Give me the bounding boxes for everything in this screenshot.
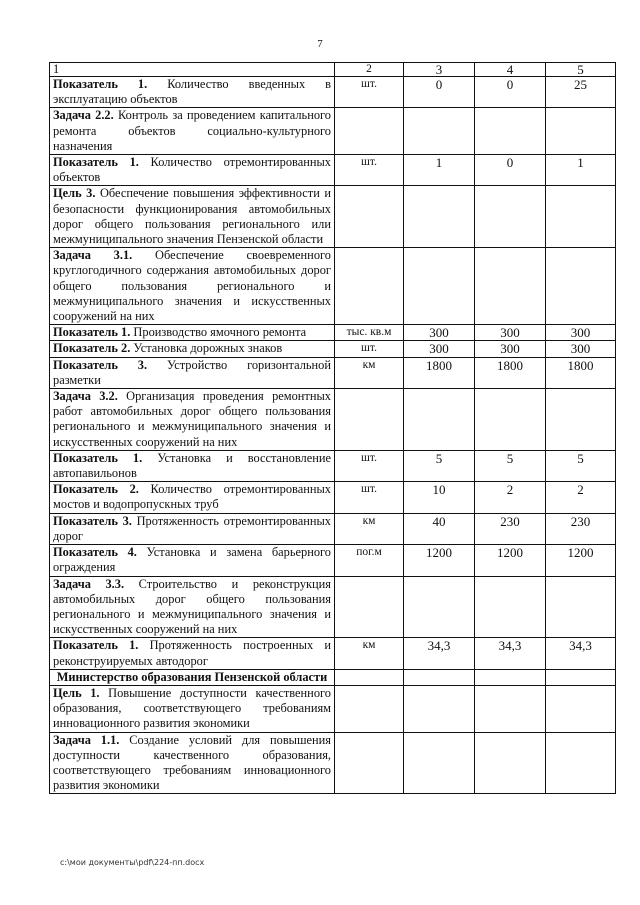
value-col-3: 0 [404, 77, 475, 108]
value-col-5 [546, 108, 616, 155]
indicator-label: Показатель 1. [53, 638, 139, 653]
value-col-4 [475, 576, 546, 638]
indicator-description [50, 638, 335, 669]
indicator-text: Установка и восстановление автопавильонов [53, 450, 331, 481]
value-col-4: 300 [475, 325, 546, 341]
value-col-4: 0 [475, 155, 546, 186]
indicator-label: Показатель 4. [53, 545, 137, 560]
indicator-label: Показатель 1. [53, 325, 131, 340]
value-col-3: 300 [404, 341, 475, 357]
value-col-4: 2 [475, 482, 546, 513]
indicator-text: Контроль за проведением капитального ремонта объектов социально-культурного назначения [53, 108, 331, 153]
table-row [50, 732, 616, 794]
indicator-description [50, 513, 335, 544]
value-col-4 [475, 732, 546, 794]
unit-cell: пог.м [335, 545, 404, 576]
unit-cell [335, 248, 404, 325]
indicator-label: Показатель 2. [53, 482, 139, 497]
unit-cell: шт. [335, 482, 404, 513]
indicator-text: Количество отремонтированных мостов и водопропускных труб [53, 482, 331, 512]
value-col-3 [404, 576, 475, 638]
indicator-description [50, 248, 335, 325]
value-col-5: 2 [546, 482, 616, 513]
table-row [50, 108, 616, 155]
indicator-text: Установка и замена барьерного ограждения [53, 545, 331, 575]
indicator-text: Протяженность отремонтированных дорог [53, 513, 331, 543]
indicator-text: Обеспечение повышения эффективности и безопасности функционирования автомобильных дорог общего пользования регионального или межмуниципального значения Пензенской области [53, 186, 331, 247]
page-number: 7 [317, 38, 323, 50]
value-col-4 [475, 685, 546, 732]
indicator-description [50, 732, 335, 794]
table-row [50, 341, 616, 357]
value-col-5: 34,3 [546, 638, 616, 669]
indicator-description [50, 450, 335, 481]
indicator-text: Создание условий для повышения доступности качественного образования, соответствующего требованиям инновационного развития экономики [53, 732, 331, 793]
unit-cell: тыс. кв.м [335, 325, 404, 341]
unit-cell: шт. [335, 341, 404, 357]
table-row [50, 685, 616, 732]
value-col-4: 5 [475, 450, 546, 481]
indicator-text: Протяженность построенных и реконструируемых автодорог [53, 638, 331, 668]
value-col-4 [475, 389, 546, 451]
indicator-label: Задача 2.2. [53, 108, 114, 123]
indicator-description [50, 186, 335, 248]
section-row [50, 669, 616, 685]
value-col-5: 300 [546, 341, 616, 357]
unit-cell [335, 669, 404, 685]
unit-cell [335, 389, 404, 451]
value-col-3: 40 [404, 513, 475, 544]
indicator-label: Показатель 1. [53, 450, 143, 465]
value-col-5 [546, 685, 616, 732]
value-col-4: 300 [475, 341, 546, 357]
indicator-description [50, 576, 335, 638]
unit-cell [335, 108, 404, 155]
table-row [50, 576, 616, 638]
indicators-table [49, 62, 616, 794]
table-row [50, 77, 616, 108]
value-col-3 [404, 248, 475, 325]
value-col-3 [404, 685, 475, 732]
indicator-label: Показатель 3. [53, 357, 148, 372]
value-col-4: 230 [475, 513, 546, 544]
value-col-5: 1200 [546, 545, 616, 576]
indicator-description [50, 77, 335, 108]
table-body [50, 77, 616, 794]
value-col-5: 5 [546, 450, 616, 481]
indicator-text: Повышение доступности качественного образования, соответствующего требованиям инновационного развития экономики [53, 685, 331, 731]
header-col-4: 4 [475, 63, 546, 77]
value-col-5: 230 [546, 513, 616, 544]
indicator-description [50, 108, 335, 155]
value-col-5 [546, 732, 616, 794]
value-col-4: 34,3 [475, 638, 546, 669]
value-col-5 [546, 576, 616, 638]
indicator-text: Количество отремонтированных объектов [53, 155, 331, 185]
indicator-label: Задача 3.2. [53, 389, 118, 404]
indicator-description [50, 389, 335, 451]
indicator-text: Организация проведения ремонтных работ автомобильных дорог общего пользования регионального и межмуниципального значения и искусственных сооружений на них [53, 389, 331, 449]
value-col-3: 1200 [404, 545, 475, 576]
indicator-description [50, 155, 335, 186]
indicator-description [50, 325, 335, 341]
value-col-5 [546, 669, 616, 685]
table-row [50, 248, 616, 325]
indicator-description [50, 341, 335, 357]
indicator-description [50, 545, 335, 576]
value-col-3: 34,3 [404, 638, 475, 669]
indicator-text: Производство ямочного ремонта [130, 325, 307, 340]
value-col-3 [404, 108, 475, 155]
indicator-label: Задача 3.3. [53, 576, 125, 591]
section-title: Министерство образования Пензенской области [56, 669, 328, 684]
table-row [50, 389, 616, 451]
table-row [50, 325, 616, 341]
indicator-text: Количество введенных в эксплуатацию объектов [53, 77, 331, 107]
table-row [50, 638, 616, 669]
indicator-label: Задача 1.1. [53, 732, 120, 747]
header-col-3: 3 [404, 63, 475, 77]
indicator-label: Задача 3.1. [53, 248, 133, 263]
value-col-5: 1 [546, 155, 616, 186]
table-row [50, 186, 616, 248]
unit-cell: шт. [335, 450, 404, 481]
value-col-5 [546, 248, 616, 325]
value-col-4 [475, 186, 546, 248]
table-row [50, 482, 616, 513]
value-col-3: 1 [404, 155, 475, 186]
table-row [50, 155, 616, 186]
indicator-label: Показатель 1. [53, 155, 139, 170]
unit-cell [335, 186, 404, 248]
table-header-row [50, 63, 616, 77]
unit-cell [335, 685, 404, 732]
indicator-description [50, 669, 335, 685]
value-col-3 [404, 669, 475, 685]
value-col-4 [475, 248, 546, 325]
value-col-4: 1200 [475, 545, 546, 576]
indicator-label: Показатель 3. [53, 513, 132, 528]
value-col-4 [475, 108, 546, 155]
value-col-4 [475, 669, 546, 685]
unit-cell: км [335, 357, 404, 388]
unit-cell [335, 732, 404, 794]
indicator-label: Цель 1. [53, 685, 100, 700]
indicator-text: Обеспечение своевременного круглогодичного содержания автомобильных дорог общего пользования регионального и межмуниципального значения и искусственных сооружений на них [53, 248, 331, 324]
value-col-3 [404, 732, 475, 794]
footer-file-path: c:\мои документы\pdf\224-пп.docx [60, 858, 205, 867]
value-col-5: 1800 [546, 357, 616, 388]
value-col-5: 25 [546, 77, 616, 108]
table-row [50, 545, 616, 576]
header-col-5: 5 [546, 63, 616, 77]
indicator-label: Показатель 2. [53, 341, 131, 356]
indicator-description [50, 685, 335, 732]
header-col-2: 2 [335, 63, 404, 77]
table-row [50, 357, 616, 388]
value-col-3: 1800 [404, 357, 475, 388]
indicator-text: Устройство горизонтальной разметки [53, 357, 331, 387]
unit-cell: шт. [335, 77, 404, 108]
unit-cell: км [335, 638, 404, 669]
table-row [50, 513, 616, 544]
indicator-label: Цель 3. [53, 186, 96, 201]
value-col-5 [546, 186, 616, 248]
indicator-description [50, 482, 335, 513]
indicator-text: Строительство и реконструкция автомобильных дорог общего пользования регионального и межмуниципального значения и искусственных сооружений на них [53, 576, 331, 637]
indicator-label: Показатель 1. [53, 77, 148, 91]
value-col-5 [546, 389, 616, 451]
value-col-3 [404, 389, 475, 451]
value-col-5: 300 [546, 325, 616, 341]
value-col-4: 0 [475, 77, 546, 108]
value-col-4: 1800 [475, 357, 546, 388]
value-col-3: 5 [404, 450, 475, 481]
unit-cell: км [335, 513, 404, 544]
indicator-description [50, 357, 335, 388]
value-col-3: 300 [404, 325, 475, 341]
header-col-1: 1 [50, 63, 335, 77]
unit-cell: шт. [335, 155, 404, 186]
indicator-text: Установка дорожных знаков [130, 341, 283, 356]
value-col-3: 10 [404, 482, 475, 513]
unit-cell [335, 576, 404, 638]
value-col-3 [404, 186, 475, 248]
table-row [50, 450, 616, 481]
